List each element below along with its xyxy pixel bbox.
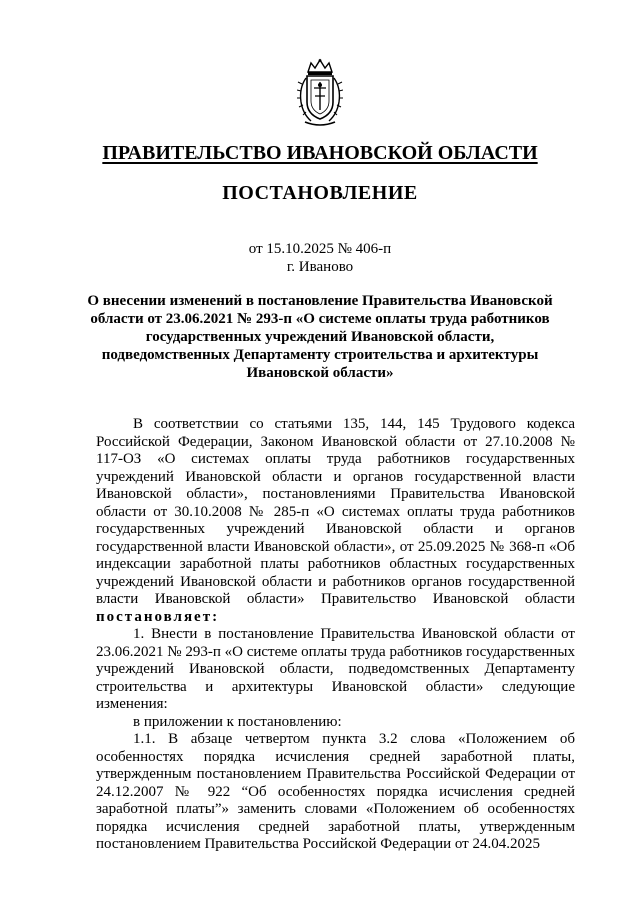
government-name — [0, 141, 640, 165]
government-name-text: ПРАВИТЕЛЬСТВО ИВАНОВСКОЙ ОБЛАСТИ — [102, 142, 538, 164]
document-type: ПОСТАНОВЛЕНИЕ — [222, 182, 418, 204]
preamble-paragraph — [96, 416, 575, 626]
item-1-paragraph: 1. Внести в постановление Правительства Ивановской области от 23.06.2021 № 293-п «О системе оплаты труда работников государственных учреждений Ивановской области, подведомственных Департаменту строительства и архитектуры Ивановской области» следующие изменения: — [96, 626, 575, 712]
preamble-text: В соответствии со статьями 135, 144, 145 Трудового кодекса Российской Федерации, Законом Ивановской области от 27.10.2008 № 117-ОЗ «О системах оплаты труда работников государственных учреждений Ивановской области и органов государственной власти Ивановской области», постановлениями Правительства Ивановской области от 30.10.2008 № 285-п «О системах оплаты труда работников государственных учреждений Ивановской области и органов государственной власти Ивановской области», от 25.09.2025 № 368-п «Об индексации заработной платы работников областных государственных учреждений Ивановской области и работников органов государственной власти Ивановской области» Правительство Ивановской области — [96, 416, 575, 607]
appendix-intro-paragraph: в приложении к постановлению: — [133, 713, 342, 730]
document-subject: О внесении изменений в постановление Правительства Ивановской области от 23.06.2021 № 293-п «О системе оплаты труда работников государственных учреждений Ивановской области, подведомственных Департаменту строительства и архитектуры Ивановской области» — [87, 293, 553, 381]
item-1-1-paragraph: 1.1. В абзаце четвертом пункта 3.2 слова «Положением об особенностях порядка исчисления средней заработной платы, утвержденным постановлением Правительства Российской Федерации от 24.12.2007 № 922 “Об особенностях порядка исчисления средней заработной платы”» заменить словами «Положением об особенностях порядка исчисления средней заработной платы, утвержденным постановлением Правительства Российской Федерации от 24.04.2025 — [96, 731, 575, 852]
ivanovo-coat-of-arms-icon — [297, 58, 343, 128]
resolves-word: постановляет: — [96, 608, 220, 625]
document-meta — [0, 240, 640, 276]
city: г. Иваново — [286, 259, 354, 275]
date-number: от 15.10.2025 № 406-п — [248, 241, 392, 257]
document-body — [96, 416, 575, 854]
